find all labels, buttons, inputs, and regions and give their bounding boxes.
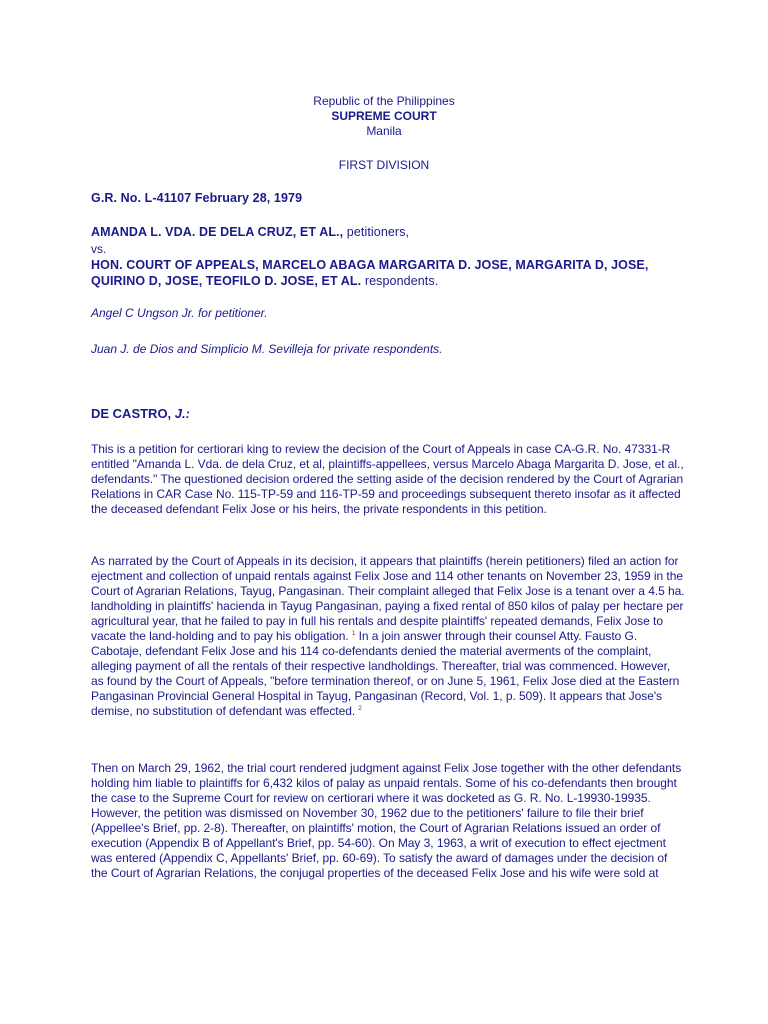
paragraph-3: Then on March 29, 1962, the trial court rendered judgment against Felix Jose together with the other defendants holding him liable to plaintiffs for 6,432 kilos of palay as unpaid rentals. Some of his co-defendants then brought the case to the Supreme Court for review on certiorari where it was docketed as G. R. No. L-19930-19935. However, the petition was dismissed on November 30, 1962 due to the petitioners' failure to file their brief (Appellee's Brief, pp. 2-8). Thereafter, on plaintiffs' motion, the Court of Agrarian Relations issued an order of execution (Appendix B of Appellant's Brief, pp. 54-60). On May 3, 1963, a writ of execution to effect ejectment was entered (Appendix C, Appellants' Brief, pp. 60-69). To satisfy the award of damages under the decision of the Court of Agrarian Relations, the conjugal properties of the deceased Felix Jose and his wife were sold at	[91, 761, 682, 880]
ponente-name: DE CASTRO,	[91, 406, 175, 421]
paragraph-2-part-a: As narrated by the Court of Appeals in its decision, it appears that plaintiffs (herein petitioners) filed an action for ejectment and collection of unpaid rentals against Felix Jose and 114 other tenants on November 23, 1959 in the Court of Agrarian Relations, Tayug, Pangasinan. Their complaint alleged that Felix Jose is a tenant over a 4.5 ha. landholding in plaintiffs' hacienda in Tayug Pangasinan, paying a fixed rental of 850 kilos of palay per hectare per agricultural year, that he failed to pay in full his rentals and despite plaintiffs' repeated demands, Felix Jose to vacate the land-holding and to pay his obligation.	[91, 554, 685, 643]
court-heading: SUPREME COURT	[331, 109, 437, 123]
respondents-name: HON. COURT OF APPEALS, MARCELO ABAGA MARGARITA D. JOSE, MARGARITA D, JOSE, QUIRINO D, JOSE, TEOFILO D. JOSE, ET AL.	[91, 258, 649, 288]
paragraph-1: This is a petition for certiorari king to review the decision of the Court of Appeals in case CA-G.R. No. 47331-R entitled "Amanda L. Vda. de dela Cruz, et al, plaintiffs-appellees, versus Marcelo Abaga Margarita D. Jose, et al., defendants." The questioned decision ordered the setting aside of the decision rendered by the Court of Agrarian Relations in CAR Case No. 115-TP-59 and 116-TP-59 and proceedings subsequent thereto insofar as it affected the deceased defendant Felix Jose or his heirs, the private respondents in this petition.	[91, 442, 684, 516]
respondents-block	[91, 257, 686, 289]
petitioners-role: petitioners,	[343, 225, 410, 239]
respondents-counsel: Juan J. de Dios and Simplicio M. Sevilleja for private respondents.	[91, 342, 443, 356]
city-heading: Manila	[366, 124, 402, 138]
paragraph-2-part-b: In a join answer through their counsel Atty. Fausto G. Cabotaje, defendant Felix Jose and his 114 co-defendants denied the material averments of the complaint, alleging payment of all the rentals of their respective landholdings. Thereafter, trial was commenced. However, as found by the Court of Appeals, "before termination thereof, or on June 5, 1961, Felix Jose died at the Eastern Pangasinan Provincial General Hospital in Tayug, Pangasinan (Record, Vol. 1, p. 509). It appears that Jose's demise, no substitution of defendant was effected.	[91, 629, 680, 718]
republic-heading: Republic of the Philippines	[313, 94, 455, 108]
footnote-link-2[interactable]: 2	[358, 706, 362, 712]
ponente-title: J.:	[174, 406, 190, 421]
versus-label: vs.	[91, 242, 107, 256]
division-heading: FIRST DIVISION	[338, 158, 430, 172]
petitioners-line	[91, 225, 686, 240]
paragraph-2	[91, 554, 686, 719]
footnote-link-1[interactable]: 1	[351, 631, 356, 637]
ponente-line	[91, 406, 686, 421]
petitioner-counsel: Angel C Ungson Jr. for petitioner.	[91, 306, 268, 320]
petitioners-name: AMANDA L. VDA. DE DELA CRUZ, ET AL.,	[91, 225, 344, 239]
case-number: G.R. No. L-41107 February 28, 1979	[91, 191, 303, 205]
respondents-role: respondents.	[361, 274, 439, 288]
